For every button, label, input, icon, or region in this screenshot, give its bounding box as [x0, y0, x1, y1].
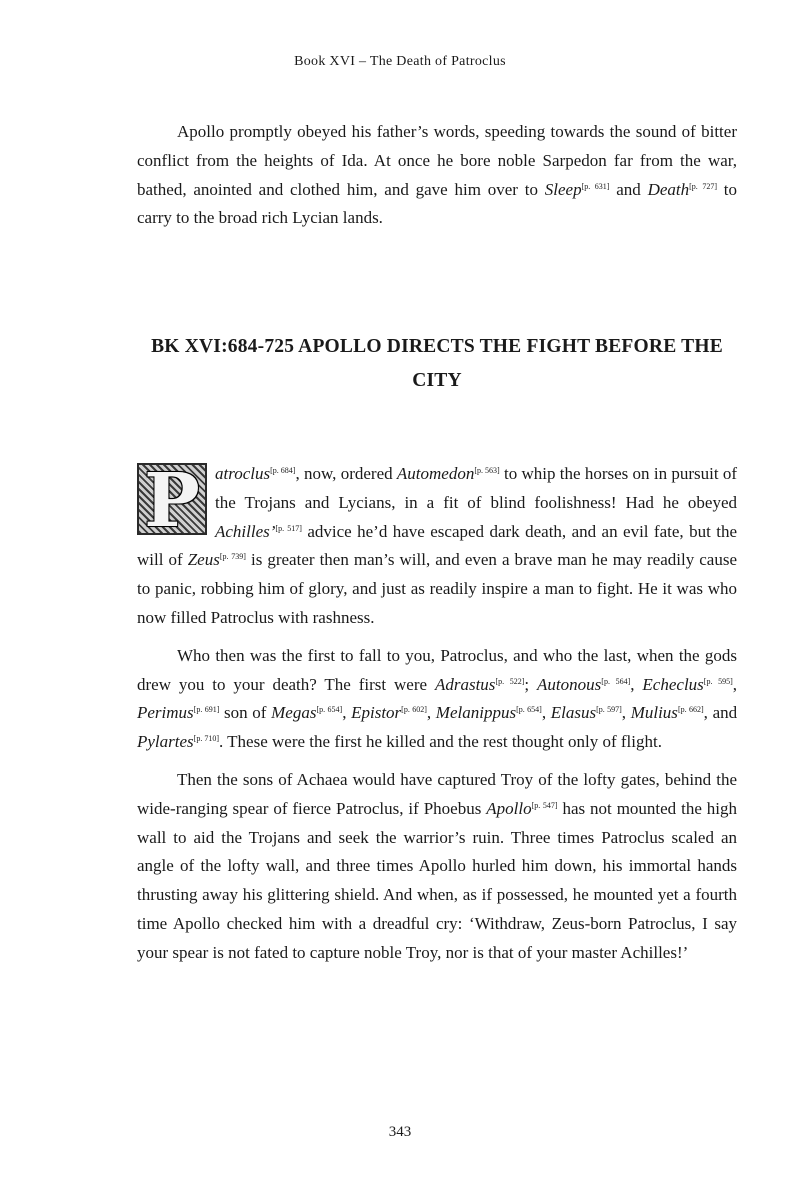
paragraph-first-to-fall: Who then was the first to fall to you, Patroclus, and who the last, when the gods drew you to your death? The first were Adrastus[p. 522]; Autonous[p. 564], Echeclus[p. 595], Perimus[p. 691] son of Megas[p. 654], Epistor[p. 602], Melanippus[p. 654], Elasus[p. 597], Mulius[p. 662], and Pylartes[p. 710]. These were the first he killed and the rest thought only of flight.: [137, 645, 738, 752]
page-number: 343: [388, 1124, 412, 1140]
link-mulius[interactable]: Mulius: [630, 703, 678, 723]
link-death[interactable]: Death: [647, 179, 690, 199]
page-ref: [p. 631]: [581, 181, 610, 191]
link-sleep[interactable]: Sleep: [544, 179, 582, 199]
link-pylartes[interactable]: Pylartes: [137, 732, 194, 752]
link-patroclus[interactable]: atroclus: [215, 464, 271, 483]
section-body: [137, 460, 737, 968]
page-ref: [p. 684]: [270, 466, 296, 475]
page-ref: [p. 595]: [703, 676, 733, 686]
page-ref: [p. 564]: [601, 676, 631, 686]
section-heading: BK XVI:684-725 APOLLO DIRECTS THE FIGHT BEFORE THE CITY: [151, 336, 723, 391]
page-ref: [p. 710]: [193, 734, 219, 744]
link-perimus[interactable]: Perimus: [137, 703, 194, 723]
page-ref: [p. 739]: [219, 552, 246, 562]
link-apollo[interactable]: Apollo: [486, 798, 532, 818]
paragraph-troy-wall: Then the sons of Achaea would have captured Troy of the lofty gates, behind the wide-ranging spear of fierce Patroclus, if Phoebus Apollo[p. 547] has not mounted the high wall to aid the Trojans and seek the warrior’s ruin. Three times Patroclus scaled an angle of the lofty wall, and three times Apollo hurled him down, his immortal hands thrusting away his glittering shield. And when, as if possessed, he mounted yet a fourth time Apollo checked him with a dreadful cry: ‘Withdraw, Zeus-born Patroclus, I say your spear is not fated to capture noble Troy, nor is that of your master Achilles!’: [137, 769, 737, 962]
link-zeus[interactable]: Zeus: [187, 550, 220, 570]
running-head: Book XVI – The Death of Patroclus: [294, 54, 506, 69]
page-ref: [p. 654]: [516, 705, 542, 715]
link-autonous[interactable]: Autonous: [537, 674, 602, 694]
page-ref: [p. 547]: [531, 800, 558, 810]
page-ref: [p. 602]: [401, 705, 427, 715]
link-adrastus[interactable]: Adrastus: [434, 674, 496, 694]
link-megas[interactable]: Megas: [271, 703, 317, 723]
ornamental-dropcap: P: [137, 463, 207, 535]
paragraph-patroclus-pursuit: P atroclus[p. 684], now, ordered Automedon[p. 563] to whip the horses on in pursuit of the Trojans and Lycians, in a fit of blind foolishness! Had he obeyed Achilles’[p. 517] advice he’d have escaped dark death, and an evil fate, but the will of Zeus[p. 739] is greater then man’s will, and even a brave man he may readily cause to panic, robbing him of glory, and just as readily inspire a man to fight. He it was who now filled Patroclus with rashness.: [137, 463, 738, 627]
page-ref: [p. 522]: [495, 676, 525, 686]
page-ref: [p. 727]: [689, 181, 717, 191]
page-ref: [p. 654]: [316, 705, 343, 715]
link-achilles[interactable]: Achilles’: [215, 521, 276, 541]
link-automedon[interactable]: Automedon: [396, 464, 475, 483]
page-ref: [p. 691]: [193, 705, 220, 715]
page-ref: [p. 517]: [275, 523, 302, 533]
paragraph-sarpedon: Apollo promptly obeyed his father’s words, speeding towards the sound of bitter conflict from the heights of Ida. At once he bore noble Sarpedon far from the war, bathed, anointed and clothed him, and gave him over to Sleep[p. 631] and Death[p. 727] to carry to the broad rich Lycian lands.: [137, 122, 738, 228]
link-melanippus[interactable]: Melanippus: [435, 703, 517, 723]
link-echeclus[interactable]: Echeclus: [642, 674, 704, 694]
link-elasus[interactable]: Elasus: [550, 703, 597, 723]
page-ref: [p. 563]: [474, 466, 500, 475]
link-epistor[interactable]: Epistor: [351, 703, 402, 723]
page-ref: [p. 597]: [596, 705, 622, 715]
page-ref: [p. 662]: [677, 705, 704, 715]
